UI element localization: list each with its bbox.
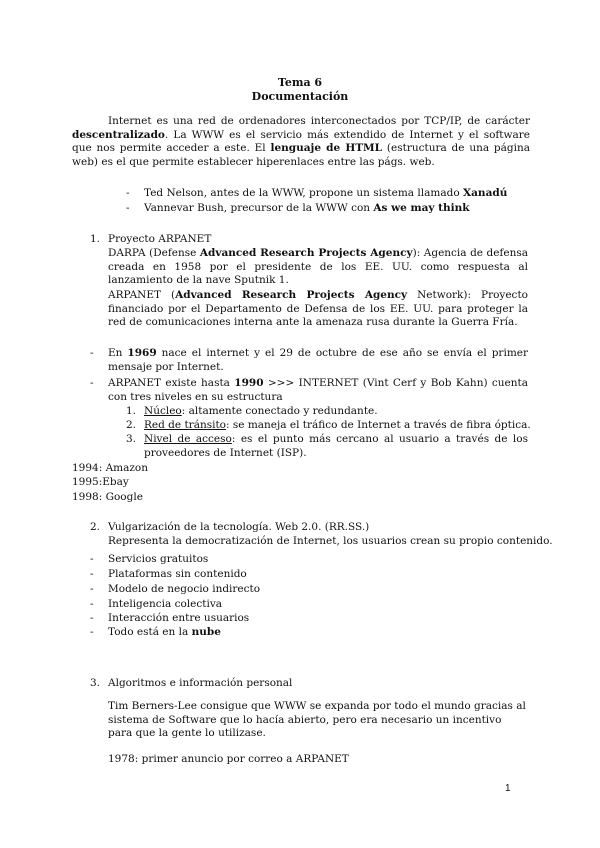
darpa-paragraph: [108, 247, 528, 288]
section-description: Representa la democratización de Internet, los usuarios crean su propio contenido.: [108, 535, 553, 547]
history-text: >>> INTERNET (Vint Cerf y Bob Kahn) cuenta con tres niveles en su estructura: [108, 377, 528, 403]
list-item-text: Servicios gratuitos: [108, 553, 209, 565]
year-entry: 1995:Ebay: [72, 476, 129, 488]
list-marker: -: [90, 377, 94, 389]
section3-paragraph: Tim Berners-Lee consigue que WWW se expanda por todo el mundo gracias al sistema de Software que lo hacía abierto, pero era necesario un incentivo para que la gente lo utilizase.: [108, 700, 526, 740]
list-item: [108, 553, 208, 567]
section-number: 1.: [90, 233, 101, 245]
list-marker: -: [126, 187, 130, 199]
section-number: 2.: [90, 521, 101, 533]
level-item: [144, 419, 531, 433]
paragraph-bold: Advanced Research Projects Agency: [175, 289, 408, 301]
page-number: 1: [505, 783, 511, 794]
list-item-text: Ted Nelson, antes de la WWW, propone un sistema llamado: [144, 187, 463, 199]
list-item: [108, 626, 221, 640]
list-marker: -: [126, 202, 130, 214]
paragraph-text: Network): Proyecto financiado por el Departamento de Defensa de los EE. UU. para proteger la red de comunicaciones interna ante la amenaza rusa durante la Guerra Fría.: [108, 289, 528, 329]
list-item-bold: Xanadú: [462, 187, 508, 199]
year-entry: 1994: Amazon: [72, 462, 149, 474]
level-number: 3.: [126, 433, 137, 445]
list-marker: -: [90, 612, 94, 624]
list-marker: -: [90, 568, 94, 580]
intro-bold-term: lenguaje de HTML: [270, 142, 383, 155]
list-marker: -: [90, 598, 94, 610]
level-term: Nivel de acceso: [144, 433, 232, 445]
level-text: : altamente conectado y redundante.: [181, 405, 378, 417]
page-title: Tema 6: [277, 76, 323, 89]
list-item-text: Vannevar Bush, precursor de la WWW con: [144, 202, 374, 214]
section-heading: Vulgarización de la tecnología. Web 2.0. (RR.SS.): [108, 521, 370, 533]
level-number: 2.: [126, 419, 137, 431]
list-item-text: Modelo de negocio indirecto: [108, 583, 261, 595]
list-item: [108, 598, 222, 612]
section-heading: Proyecto ARPANET: [108, 233, 212, 245]
level-text: : es el punto más cercano al usuario a través de los proveedores de Internet (ISP).: [144, 433, 528, 459]
level-item: [144, 405, 378, 419]
list-marker: -: [90, 583, 94, 595]
list-marker: -: [90, 347, 94, 359]
intro-paragraph: [72, 115, 530, 169]
list-item: [108, 568, 247, 582]
list-marker: -: [90, 626, 94, 638]
paragraph-text: ARPANET (: [108, 289, 176, 301]
intro-text: . La WWW es el servicio más extendido de Internet y el software que nos permite acceder a este. El: [72, 128, 530, 155]
arpanet-paragraph: [108, 289, 528, 330]
list-marker: -: [90, 553, 94, 565]
intro-text: Internet es una red de ordenadores interconectados por TCP/IP, de carácter: [108, 115, 530, 127]
paragraph-bold: Advanced Research Projects Agency: [199, 247, 413, 259]
level-term: Red de tránsito: [144, 419, 227, 431]
list-item-text: Inteligencia colectiva: [108, 598, 223, 610]
intro-bold-term: descentralizado: [72, 128, 165, 141]
history-item: [108, 347, 528, 374]
intro-text: (estructura de una página web) es el que permite establecer hiperenlaces entre las págs. web.: [72, 142, 531, 168]
list-item: [144, 187, 507, 201]
level-text: : se maneja el tráfico de Internet a través de fibra óptica.: [226, 419, 531, 431]
level-term: Núcleo: [144, 405, 182, 417]
list-item-text: Interacción entre usuarios: [108, 612, 250, 624]
list-item-bold: nube: [191, 626, 221, 638]
page-subtitle: Documentación: [251, 90, 349, 103]
section-number: 3.: [90, 677, 101, 689]
history-text: En: [108, 347, 128, 359]
section3-note: 1978: primer anuncio por correo a ARPANET: [108, 753, 349, 765]
paragraph-text: ): Agencia de defensa creada en 1958 por el presidente de los EE. UU. como respuesta al lanzamiento de la nave Sputnik 1.: [108, 247, 528, 287]
list-item-text: Plataformas sin contenido: [108, 568, 247, 580]
section-heading: Algoritmos e información personal: [108, 677, 293, 689]
year-entry: 1998: Google: [72, 491, 143, 503]
list-item: [144, 202, 470, 216]
list-item-bold: As we may think: [373, 202, 470, 214]
level-item: [144, 433, 528, 460]
list-item: [108, 612, 249, 626]
level-number: 1.: [126, 405, 137, 417]
history-year: 1969: [127, 347, 157, 359]
history-year: 1990: [234, 377, 264, 389]
list-item: [108, 583, 260, 597]
history-text: nace el internet y el 29 de octubre de ese año se envía el primer mensaje por Internet.: [108, 347, 529, 373]
paragraph-text: DARPA (Defense: [108, 247, 200, 259]
list-item-text: Todo está en la: [108, 626, 192, 638]
history-item: [108, 377, 528, 404]
history-text: ARPANET existe hasta: [108, 377, 235, 389]
